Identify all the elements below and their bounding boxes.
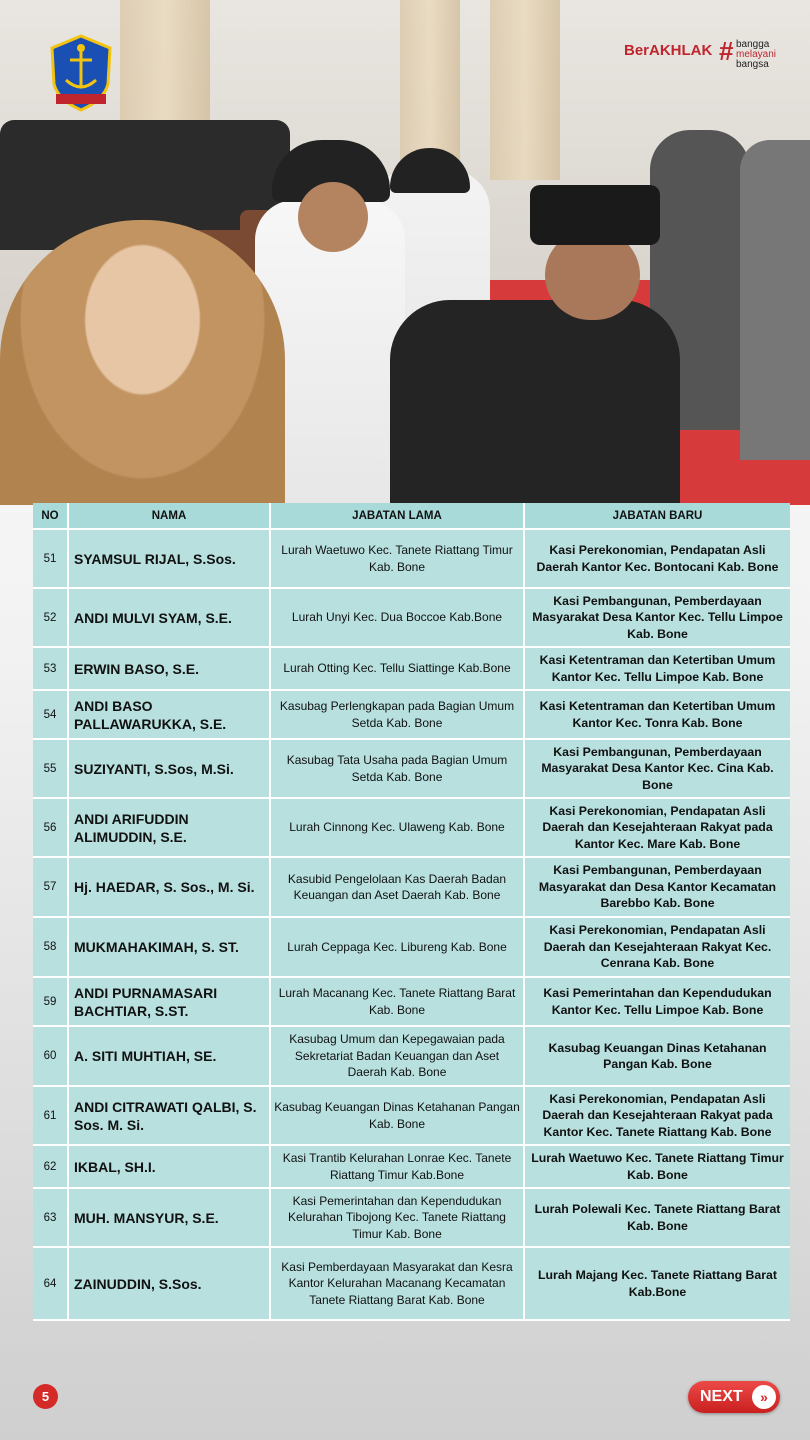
cell-jabatan-baru: Kasi Pembangunan, Pemberdayaan Masyarakat Desa Kantor Kec. Cina Kab. Bone xyxy=(525,740,790,799)
cell-nama: MUKMAHAKIMAH, S. ST. xyxy=(69,918,271,978)
berakhlak-brand xyxy=(624,36,794,74)
cell-no: 62 xyxy=(33,1146,69,1189)
table-row xyxy=(33,858,790,918)
cell-no: 55 xyxy=(33,740,69,799)
cell-no: 60 xyxy=(33,1027,69,1087)
cell-jabatan-baru: Lurah Polewali Kec. Tanete Riattang Barat Kab. Bone xyxy=(525,1189,790,1248)
woman-figure xyxy=(0,220,285,505)
cell-nama: A. SITI MUHTIAH, SE. xyxy=(69,1027,271,1087)
officer-face xyxy=(298,182,368,252)
cell-jabatan-lama: Kasubag Umum dan Kepegawaian pada Sekretariat Badan Keuangan dan Aset Daerah Kab. Bone xyxy=(271,1027,525,1087)
table-row xyxy=(33,1087,790,1146)
cell-nama: SYAMSUL RIJAL, S.Sos. xyxy=(69,530,271,589)
cell-no: 59 xyxy=(33,978,69,1027)
rotation-table xyxy=(33,503,790,1321)
cell-nama: Hj. HAEDAR, S. Sos., M. Si. xyxy=(69,858,271,918)
cell-jabatan-baru: Kasi Pembangunan, Pemberdayaan Masyarakat dan Desa Kantor Kecamatan Barebbo Kab. Bone xyxy=(525,858,790,918)
table-row xyxy=(33,1146,790,1189)
table-row xyxy=(33,799,790,858)
cell-jabatan-lama: Lurah Unyi Kec. Dua Boccoe Kab.Bone xyxy=(271,589,525,648)
cell-jabatan-baru: Kasi Perekonomian, Pendapatan Asli Daerah dan Kesejahteraan Rakyat Kec. Cenrana Kab. Bone xyxy=(525,918,790,978)
table-row xyxy=(33,978,790,1027)
cell-jabatan-lama: Lurah Macanang Kec. Tanete Riattang Barat Kab. Bone xyxy=(271,978,525,1027)
cell-no: 61 xyxy=(33,1087,69,1146)
table-row xyxy=(33,918,790,978)
cell-no: 63 xyxy=(33,1189,69,1248)
cell-jabatan-lama: Lurah Waetuwo Kec. Tanete Riattang Timur Kab. Bone xyxy=(271,530,525,589)
table-row xyxy=(33,648,790,691)
hero-photo xyxy=(0,0,810,505)
cell-jabatan-baru: Kasi Pemerintahan dan Kependudukan Kantor Kec. Tellu Limpoe Kab. Bone xyxy=(525,978,790,1027)
header-jabatan-lama: JABATAN LAMA xyxy=(271,503,525,530)
cell-jabatan-baru: Kasi Ketentraman dan Ketertiban Umum Kantor Kec. Tonra Kab. Bone xyxy=(525,691,790,740)
official-figure xyxy=(390,300,680,505)
cell-nama: ANDI ARIFUDDIN ALIMUDDIN, S.E. xyxy=(69,799,271,858)
cell-no: 53 xyxy=(33,648,69,691)
cell-nama: ZAINUDDIN, S.Sos. xyxy=(69,1248,271,1321)
double-chevron-right-icon: » xyxy=(752,1385,776,1409)
cell-jabatan-baru: Lurah Majang Kec. Tanete Riattang Barat Kab.Bone xyxy=(525,1248,790,1321)
cell-jabatan-baru: Kasubag Keuangan Dinas Ketahanan Pangan Kab. Bone xyxy=(525,1027,790,1087)
cell-nama: IKBAL, SH.I. xyxy=(69,1146,271,1189)
cell-jabatan-lama: Kasi Pemberdayaan Masyarakat dan Kesra Kantor Kelurahan Macanang Kecamatan Tanete Riattang Barat Kab. Bone xyxy=(271,1248,525,1321)
brand-tagline xyxy=(736,40,776,70)
cell-jabatan-lama: Kasubid Pengelolaan Kas Daerah Badan Keuangan dan Aset Daerah Kab. Bone xyxy=(271,858,525,918)
header-nama: NAMA xyxy=(69,503,271,530)
table-row xyxy=(33,1189,790,1248)
cell-nama: ERWIN BASO, S.E. xyxy=(69,648,271,691)
cell-jabatan-lama: Kasubag Keuangan Dinas Ketahanan Pangan Kab. Bone xyxy=(271,1087,525,1146)
cell-jabatan-lama: Kasi Pemerintahan dan Kependudukan Kelurahan Tibojong Kec. Tanete Riattang Timur Kab. Bone xyxy=(271,1189,525,1248)
cell-jabatan-lama: Kasi Trantib Kelurahan Lonrae Kec. Tanete Riattang Timur Kab.Bone xyxy=(271,1146,525,1189)
cell-jabatan-baru: Kasi Perekonomian, Pendapatan Asli Daerah dan Kesejahteraan Rakyat pada Kantor Kec. Mare Kab. Bone xyxy=(525,799,790,858)
cell-no: 56 xyxy=(33,799,69,858)
table-row xyxy=(33,530,790,589)
official-hat xyxy=(530,185,660,245)
next-button[interactable] xyxy=(688,1381,780,1413)
kabupaten-bone-logo-icon xyxy=(48,34,114,112)
cell-jabatan-lama: Kasubag Tata Usaha pada Bagian Umum Setda Kab. Bone xyxy=(271,740,525,799)
cell-no: 64 xyxy=(33,1248,69,1321)
cell-no: 52 xyxy=(33,589,69,648)
brand-hash: # xyxy=(719,36,734,66)
cell-nama: MUH. MANSYUR, S.E. xyxy=(69,1189,271,1248)
table-row xyxy=(33,740,790,799)
cell-jabatan-lama: Lurah Cinnong Kec. Ulaweng Kab. Bone xyxy=(271,799,525,858)
table-row xyxy=(33,691,790,740)
next-label: NEXT xyxy=(700,1388,743,1405)
cell-nama: ANDI MULVI SYAM, S.E. xyxy=(69,589,271,648)
photographer-figure xyxy=(740,140,810,460)
header-no: NO xyxy=(33,503,69,530)
table-header-row xyxy=(33,503,790,530)
table-row xyxy=(33,589,790,648)
cell-jabatan-lama: Lurah Otting Kec. Tellu Siattinge Kab.Bone xyxy=(271,648,525,691)
cell-nama: ANDI PURNAMASARI BACHTIAR, S.ST. xyxy=(69,978,271,1027)
cell-nama: ANDI CITRAWATI QALBI, S. Sos. M. Si. xyxy=(69,1087,271,1146)
cell-nama: SUZIYANTI, S.Sos, M.Si. xyxy=(69,740,271,799)
cell-jabatan-baru: Kasi Perekonomian, Pendapatan Asli Daerah Kantor Kec. Bontocani Kab. Bone xyxy=(525,530,790,589)
cell-jabatan-baru: Lurah Waetuwo Kec. Tanete Riattang Timur Kab. Bone xyxy=(525,1146,790,1189)
cell-no: 58 xyxy=(33,918,69,978)
curtain xyxy=(490,0,560,180)
header-jabatan-baru: JABATAN BARU xyxy=(525,503,790,530)
page-number: 5 xyxy=(33,1384,58,1409)
cell-jabatan-baru: Kasi Pembangunan, Pemberdayaan Masyarakat Desa Kantor Kec. Tellu Limpoe Kab. Bone xyxy=(525,589,790,648)
cell-jabatan-baru: Kasi Perekonomian, Pendapatan Asli Daerah dan Kesejahteraan Rakyat pada Kantor Kec. Tanete Riattang Kab. Bone xyxy=(525,1087,790,1146)
cell-jabatan-baru: Kasi Ketentraman dan Ketertiban Umum Kantor Kec. Tellu Limpoe Kab. Bone xyxy=(525,648,790,691)
cell-no: 51 xyxy=(33,530,69,589)
cell-jabatan-lama: Lurah Ceppaga Kec. Libureng Kab. Bone xyxy=(271,918,525,978)
brand-word: BerAKHLAK xyxy=(624,42,713,59)
cell-no: 54 xyxy=(33,691,69,740)
table-row xyxy=(33,1027,790,1087)
cell-nama: ANDI BASO PALLAWARUKKA, S.E. xyxy=(69,691,271,740)
brand-tagline-line: bangsa xyxy=(736,59,769,70)
brand-tagline-line: bangga xyxy=(736,39,770,50)
cell-jabatan-lama: Kasubag Perlengkapan pada Bagian Umum Setda Kab. Bone xyxy=(271,691,525,740)
cell-no: 57 xyxy=(33,858,69,918)
brand-tagline-line: melayani xyxy=(736,49,777,60)
table-row xyxy=(33,1248,790,1321)
